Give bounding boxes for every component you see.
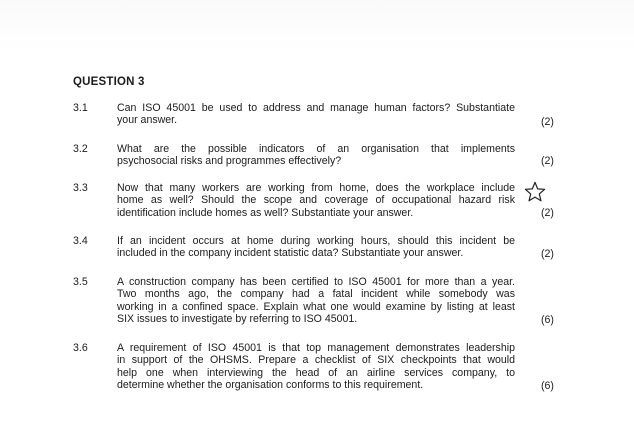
question-heading: QUESTION 3 bbox=[73, 76, 145, 88]
question-line: A requirement of ISO 45001 is that top management demonstrates leadership bbox=[117, 342, 515, 354]
question-item bbox=[73, 143, 563, 173]
question-line: A construction company has been certified to ISO 45001 for more than a year. bbox=[117, 276, 515, 288]
star-outline-icon[interactable] bbox=[524, 181, 546, 203]
question-text bbox=[117, 276, 515, 326]
question-line: in support of the OHSMS. Prepare a checklist of SIX checkpoints that would bbox=[117, 354, 515, 367]
question-line: What are the possible indicators of an organisation that implements bbox=[117, 143, 515, 155]
question-line: SIX issues to investigate by referring to ISO 45001. bbox=[117, 313, 358, 326]
question-number: 3.4 bbox=[73, 235, 88, 247]
question-marks: (6) bbox=[541, 314, 554, 326]
question-number: 3.5 bbox=[73, 276, 88, 288]
question-marks: (6) bbox=[541, 380, 554, 392]
question-item bbox=[73, 235, 563, 265]
question-line: Now that many workers are working from home, does the workplace include bbox=[117, 182, 515, 194]
question-item bbox=[73, 276, 563, 330]
question-line: If an incident occurs at home during working hours, should this incident be bbox=[117, 235, 515, 247]
question-line: Can ISO 45001 be used to address and manage human factors? Substantiate bbox=[117, 102, 515, 114]
question-number: 3.3 bbox=[73, 182, 88, 194]
question-marks: (2) bbox=[541, 155, 554, 167]
question-item bbox=[73, 342, 563, 396]
question-text bbox=[117, 182, 515, 219]
question-item bbox=[73, 182, 563, 224]
question-text bbox=[117, 235, 515, 260]
question-text bbox=[117, 342, 515, 392]
question-line: home as well? Should the scope and coverage of occupational hazard risk bbox=[117, 194, 515, 207]
question-text bbox=[117, 102, 515, 127]
question-marks: (2) bbox=[541, 207, 554, 219]
question-line: your answer. bbox=[117, 114, 178, 127]
question-number: 3.2 bbox=[73, 143, 88, 155]
question-marks: (2) bbox=[541, 116, 554, 128]
question-number: 3.1 bbox=[73, 102, 88, 114]
question-line: identification include homes as well? Substantiate your answer. bbox=[117, 206, 414, 219]
question-line: included in the company incident statistic data? Substantiate your answer. bbox=[117, 247, 464, 260]
question-item bbox=[73, 102, 563, 132]
question-number: 3.6 bbox=[73, 342, 88, 354]
question-line: psychosocial risks and programmes effectively? bbox=[117, 155, 342, 168]
question-line: working in a confined space. Explain what one would examine by listing at least bbox=[117, 300, 515, 313]
question-line: determine whether the organisation conforms to this requirement. bbox=[117, 379, 424, 392]
question-line: help one when interviewing the head of an airline services company, to bbox=[117, 366, 515, 379]
question-line: Two months ago, the company had a fatal incident while somebody was bbox=[117, 288, 515, 301]
question-text bbox=[117, 143, 515, 168]
question-marks: (2) bbox=[541, 248, 554, 260]
